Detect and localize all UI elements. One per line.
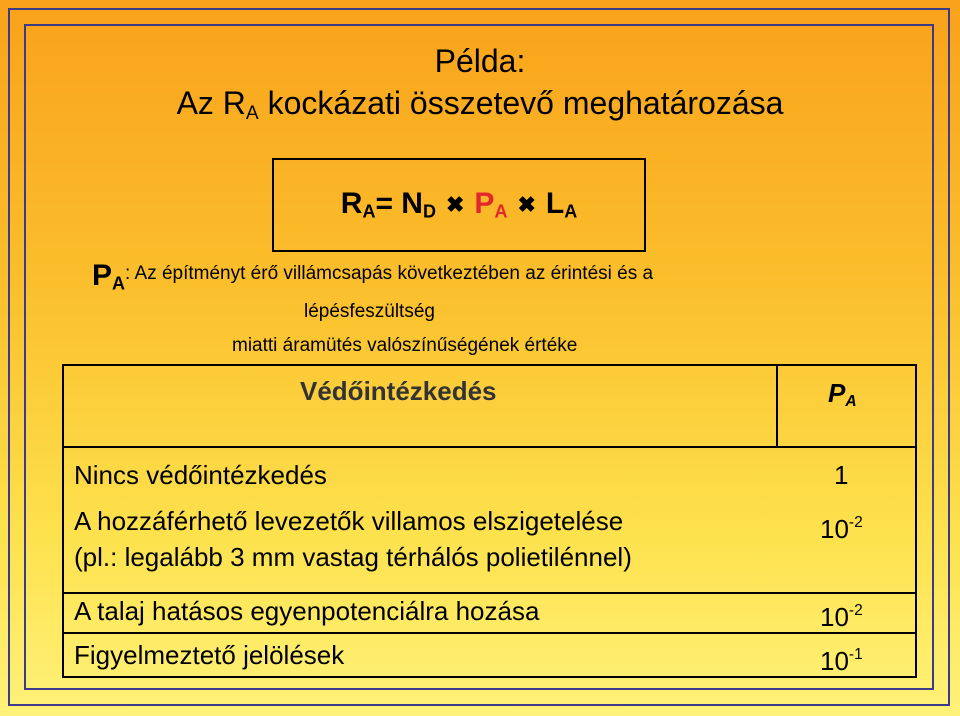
description-line3: miatti áramütés valószínűségének értéke [232, 335, 578, 356]
table-header-measure: Védőintézkedés [300, 376, 497, 406]
slide-title-line1: Példa: [434, 43, 526, 79]
table-row-divider [64, 632, 915, 634]
table-row-value: $10^{-2}$ [820, 513, 863, 544]
description-line2: lépésfeszültség [304, 301, 435, 322]
table-header-value: $P_A$ [828, 378, 857, 410]
formula-equals-n: = $N_D$ [375, 187, 436, 222]
table-row-text: A hozzáférhető levezetők villamos elszigetelése [74, 506, 624, 536]
description-line1: $P_A$: Az építményt érő villámcsapás következtében az érintési és a [92, 259, 654, 294]
table-row-value: $10^{-1}$ [820, 645, 863, 676]
table-header-divider [776, 366, 778, 448]
description-symbol: $P_A$ [92, 259, 126, 294]
slide-title-line2: Az $R_A$ kockázati összetevő meghatározása [176, 85, 784, 124]
table-row-value: $10^{-2}$ [820, 601, 863, 632]
table-row-text: Figyelmeztető jelölések [74, 640, 345, 670]
table-row-text-continued: (pl.: legalább 3 mm vastag térhálós polietilénnel) [74, 542, 632, 572]
formula-r: $R_A$ [340, 187, 376, 222]
table-row-text: A talaj hatásos egyenpotenciálra hozása [74, 596, 540, 626]
multiply-icon: ✖ [445, 192, 465, 217]
formula-box [272, 158, 646, 252]
table-row-text: Nincs védőintézkedés [74, 460, 327, 490]
formula-p: $P_A$ [474, 187, 508, 222]
table-row-divider [64, 446, 915, 448]
table-row-value: 1 [834, 460, 849, 490]
protection-table [62, 364, 917, 678]
formula-l: $L_A$ [545, 187, 578, 222]
multiply-icon: ✖ [517, 192, 536, 217]
